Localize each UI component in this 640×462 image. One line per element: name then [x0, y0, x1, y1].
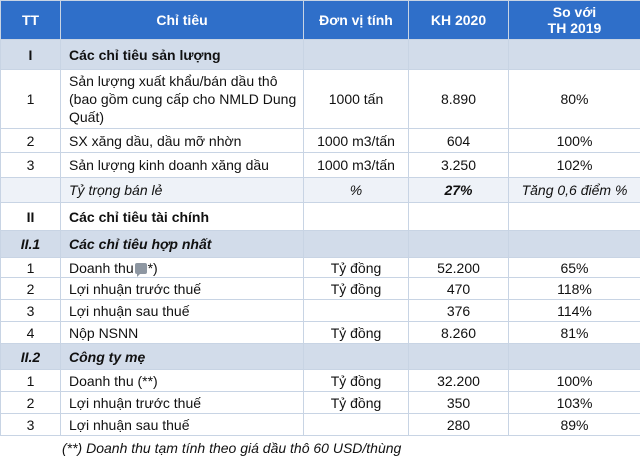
row-tt: 1 [1, 258, 61, 278]
row-plan: 52.200 [409, 258, 509, 278]
row-plan: 32.200 [409, 370, 509, 392]
row-compare: 114% [509, 300, 640, 322]
row-tt: II [1, 203, 61, 231]
row-indicator: Tỷ trọng bán lẻ [61, 178, 304, 203]
row-plan: 604 [409, 129, 509, 153]
table-row [1, 203, 640, 231]
row-plan: 8.890 [409, 70, 509, 129]
row-tt: 2 [1, 392, 61, 414]
row-plan: 27% [409, 178, 509, 203]
row-compare: 65% [509, 258, 640, 278]
row-plan: 280 [409, 414, 509, 436]
row-compare: 103% [509, 392, 640, 414]
header-tt: TT [1, 1, 61, 40]
row-unit: Tỷ đồng [304, 258, 409, 278]
row-tt: 3 [1, 414, 61, 436]
table-row [1, 414, 640, 436]
row-unit [304, 300, 409, 322]
row-plan: 3.250 [409, 153, 509, 178]
row-unit [304, 414, 409, 436]
table-row [1, 258, 640, 278]
footnote: (**) Doanh thu tạm tính theo giá dầu thô 60 USD/thùng [62, 440, 402, 456]
row-plan: 8.260 [409, 322, 509, 344]
row-unit: 1000 m3/tấn [304, 129, 409, 153]
row-unit: Tỷ đồng [304, 370, 409, 392]
row-indicator [61, 258, 304, 278]
table-row [1, 178, 640, 203]
header-row [1, 1, 640, 40]
row-tt: II.1 [1, 231, 61, 258]
row-indicator-suffix: *) [147, 259, 158, 276]
table-row [1, 153, 640, 178]
row-compare: Tăng 0,6 điểm % [509, 178, 640, 203]
row-indicator: Các chỉ tiêu sản lượng [61, 40, 304, 70]
row-indicator: Công ty mẹ [61, 344, 304, 370]
row-unit: 1000 m3/tấn [304, 153, 409, 178]
row-unit: Tỷ đồng [304, 322, 409, 344]
header-indicator: Chỉ tiêu [61, 1, 304, 40]
row-indicator-text: Doanh thu [69, 259, 134, 276]
table-row [1, 392, 640, 414]
row-unit: Tỷ đồng [304, 278, 409, 300]
header-compare: So với TH 2019 [509, 1, 640, 40]
header-unit: Đơn vị tính [304, 1, 409, 40]
row-tt: I [1, 40, 61, 70]
row-tt: II.2 [1, 344, 61, 370]
row-compare: 100% [509, 129, 640, 153]
table-row [1, 278, 640, 300]
table-row [1, 344, 640, 370]
row-indicator: Lợi nhuận trước thuế [61, 392, 304, 414]
table-row [1, 231, 640, 258]
row-plan: 470 [409, 278, 509, 300]
row-plan: 376 [409, 300, 509, 322]
row-indicator: SX xăng dầu, dầu mỡ nhờn [61, 129, 304, 153]
table-row [1, 300, 640, 322]
row-indicator: Lợi nhuận trước thuế [61, 278, 304, 300]
row-indicator: Các chỉ tiêu tài chính [61, 203, 304, 231]
row-compare: 80% [509, 70, 640, 129]
table-row [1, 370, 640, 392]
row-tt: 2 [1, 278, 61, 300]
table-row [1, 129, 640, 153]
comment-icon[interactable] [135, 263, 147, 274]
row-unit: % [304, 178, 409, 203]
row-compare: 100% [509, 370, 640, 392]
row-tt [1, 178, 61, 203]
row-indicator: Sản lượng xuất khẩu/bán dầu thô (bao gồm cung cấp cho NMLD Dung Quất) [61, 70, 304, 129]
row-compare: 118% [509, 278, 640, 300]
row-compare: 81% [509, 322, 640, 344]
table-row [1, 70, 640, 129]
row-tt: 1 [1, 370, 61, 392]
row-tt: 3 [1, 153, 61, 178]
row-compare: 102% [509, 153, 640, 178]
table-row [1, 40, 640, 70]
row-tt: 1 [1, 70, 61, 129]
row-compare: 89% [509, 414, 640, 436]
row-indicator: Doanh thu (**) [61, 370, 304, 392]
row-unit: Tỷ đồng [304, 392, 409, 414]
row-indicator: Sản lượng kinh doanh xăng dầu [61, 153, 304, 178]
row-indicator: Lợi nhuận sau thuế [61, 414, 304, 436]
row-indicator: Nộp NSNN [61, 322, 304, 344]
row-tt: 3 [1, 300, 61, 322]
row-indicator: Lợi nhuận sau thuế [61, 300, 304, 322]
row-tt: 2 [1, 129, 61, 153]
row-plan: 350 [409, 392, 509, 414]
row-unit: 1000 tấn [304, 70, 409, 129]
table-row [1, 322, 640, 344]
row-indicator: Các chỉ tiêu hợp nhất [61, 231, 304, 258]
row-tt: 4 [1, 322, 61, 344]
header-plan: KH 2020 [409, 1, 509, 40]
